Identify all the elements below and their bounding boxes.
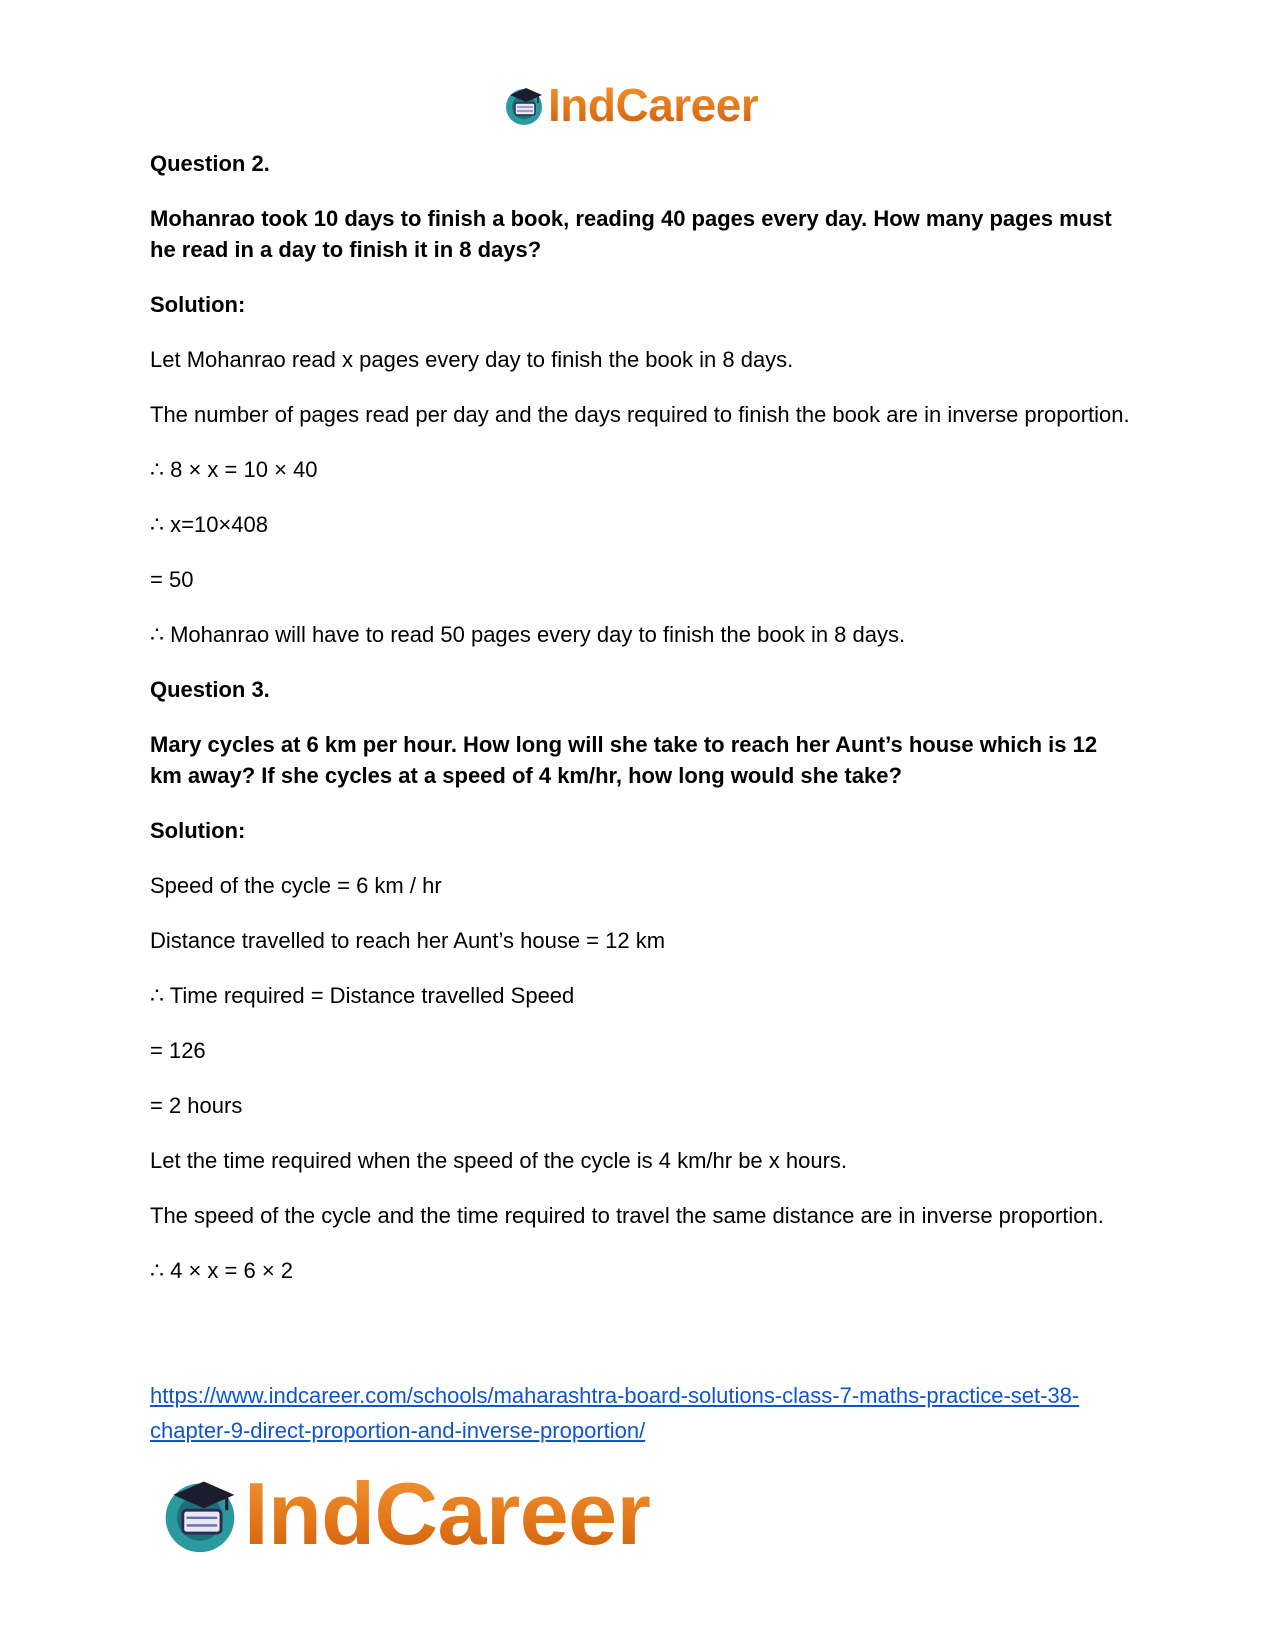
- question-2-heading: Question 2.: [150, 151, 270, 176]
- q3-solution-line: = 2 hours: [150, 1093, 243, 1118]
- q3-solution-line: ∴ Time required = Distance travelled Speed: [150, 983, 575, 1008]
- q2-solution-line: ∴ Mohanrao will have to read 50 pages every day to finish the book in 8 days.: [150, 622, 906, 647]
- graduation-globe-icon: [158, 1472, 242, 1556]
- q3-solution-line: Distance travelled to reach her Aunt’s house = 12 km: [150, 928, 666, 953]
- q3-solution-line: = 126: [150, 1038, 206, 1063]
- q3-solution-line: Speed of the cycle = 6 km / hr: [150, 873, 442, 898]
- q2-solution-line: The number of pages read per day and the days required to finish the book are in inverse proportion.: [150, 402, 1130, 427]
- logo-wordmark: IndCareer: [548, 79, 759, 131]
- q2-solution-line: ∴ 8 × x = 10 × 40: [150, 457, 318, 482]
- document-body: [150, 148, 1130, 1310]
- q3-solution-line: The speed of the cycle and the time required to travel the same distance are in inverse proportion.: [150, 1203, 1104, 1228]
- graduation-globe-icon: [502, 83, 546, 127]
- question-2-solution-label: Solution:: [150, 292, 246, 317]
- q2-solution-line: ∴ x=10×408: [150, 512, 268, 537]
- question-3-solution-label: Solution:: [150, 818, 246, 843]
- source-url-link[interactable]: https://www.indcareer.com/schools/maharashtra-board-solutions-class-7-maths-practice-set-38-chapter-9-direct-proportion-and-inverse-proportion/: [150, 1383, 1080, 1443]
- indcareer-logo-header: [502, 78, 758, 132]
- indcareer-logo-footer: [158, 1463, 650, 1565]
- logo-wordmark: IndCareer: [244, 1464, 651, 1563]
- question-2-text: Mohanrao took 10 days to finish a book, reading 40 pages every day. How many pages must he read in a day to finish it in 8 days?: [150, 206, 1112, 262]
- q2-solution-line: = 50: [150, 567, 194, 592]
- question-3-text: Mary cycles at 6 km per hour. How long will she take to reach her Aunt’s house which is 12 km away? If she cycles at a speed of 4 km/hr, how long would she take?: [150, 732, 1098, 788]
- q3-solution-line: ∴ 4 × x = 6 × 2: [150, 1258, 294, 1283]
- q2-solution-line: Let Mohanrao read x pages every day to finish the book in 8 days.: [150, 347, 794, 372]
- q3-solution-line: Let the time required when the speed of the cycle is 4 km/hr be x hours.: [150, 1148, 848, 1173]
- question-3-heading: Question 3.: [150, 677, 270, 702]
